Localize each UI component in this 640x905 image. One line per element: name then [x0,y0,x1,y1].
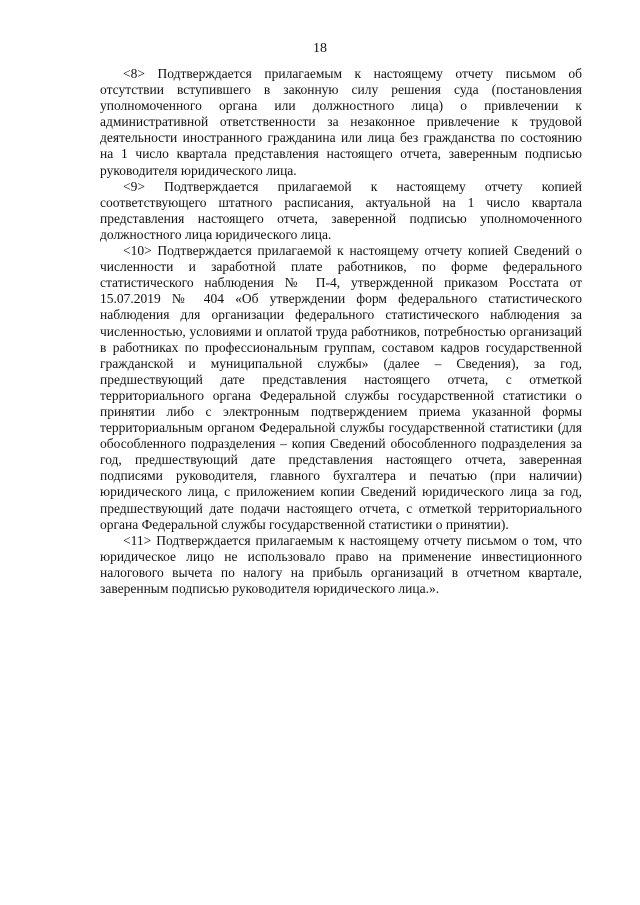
document-body [100,66,582,597]
page-number: 18 [313,41,327,56]
footnote-8-paragraph: <8> Подтверждается прилагаемым к настоящему отчету письмом об отсутствии вступившего в законную силу решения суда (постановления уполномоченного органа или должностного лица) о привлечении к административной ответственности за незаконное привлечение к трудовой деятельности иностранного гражданина или лица без гражданства по состоянию на 1 число квартала представления настоящего отчета, заверенным подписью руководителя юридического лица. [100,66,582,178]
footnote-9-paragraph: <9> Подтверждается прилагаемой к настоящему отчету копией соответствующего штатного расписания, актуальной на 1 число квартала представления настоящего отчета, заверенной подписью уполномоченного должностного лица юридического лица. [100,178,582,242]
footnote-11-paragraph: <11> Подтверждается прилагаемым к настоящему отчету письмом о том, что юридическое лицо не использовало право на применение инвестиционного налогового вычета по налогу на прибыль организаций в отчетном квартале, заверенным подписью руководителя юридического лица.». [100,532,582,596]
footnote-10-paragraph: <10> Подтверждается прилагаемой к настоящему отчету копией Сведений о численности и заработной плате работников, по форме федерального статистического наблюдения № П-4, утвержденной приказом Росстата от 15.07.2019 № 404 «Об утверждении форм федерального статистического наблюдения для организации федерального статистического наблюдения за численностью, условиями и оплатой труда работников, потребностью организаций в работниках по профессиональным группам, составом кадров государственной гражданской и муниципальной службы» (далее – Сведения), за год, предшествующий дате представления настоящего отчета, с отметкой территориального органа Федеральной службы государственной статистики о принятии либо с электронным подтверждением приема указанной формы территориальным органом Федеральной службы государственной статистики (для обособленного подразделения – копия Сведений обособленного подразделения за год, предшествующий дате представления настоящего отчета, заверенная подписями руководителя, главного бухгалтера и печатью (при наличии) юридического лица, с приложением копии Сведений юридического лица за год, предшествующий дате подачи настоящего отчета, с отметкой территориального органа Федеральной службы государственной статистики о принятии). [100,243,582,532]
